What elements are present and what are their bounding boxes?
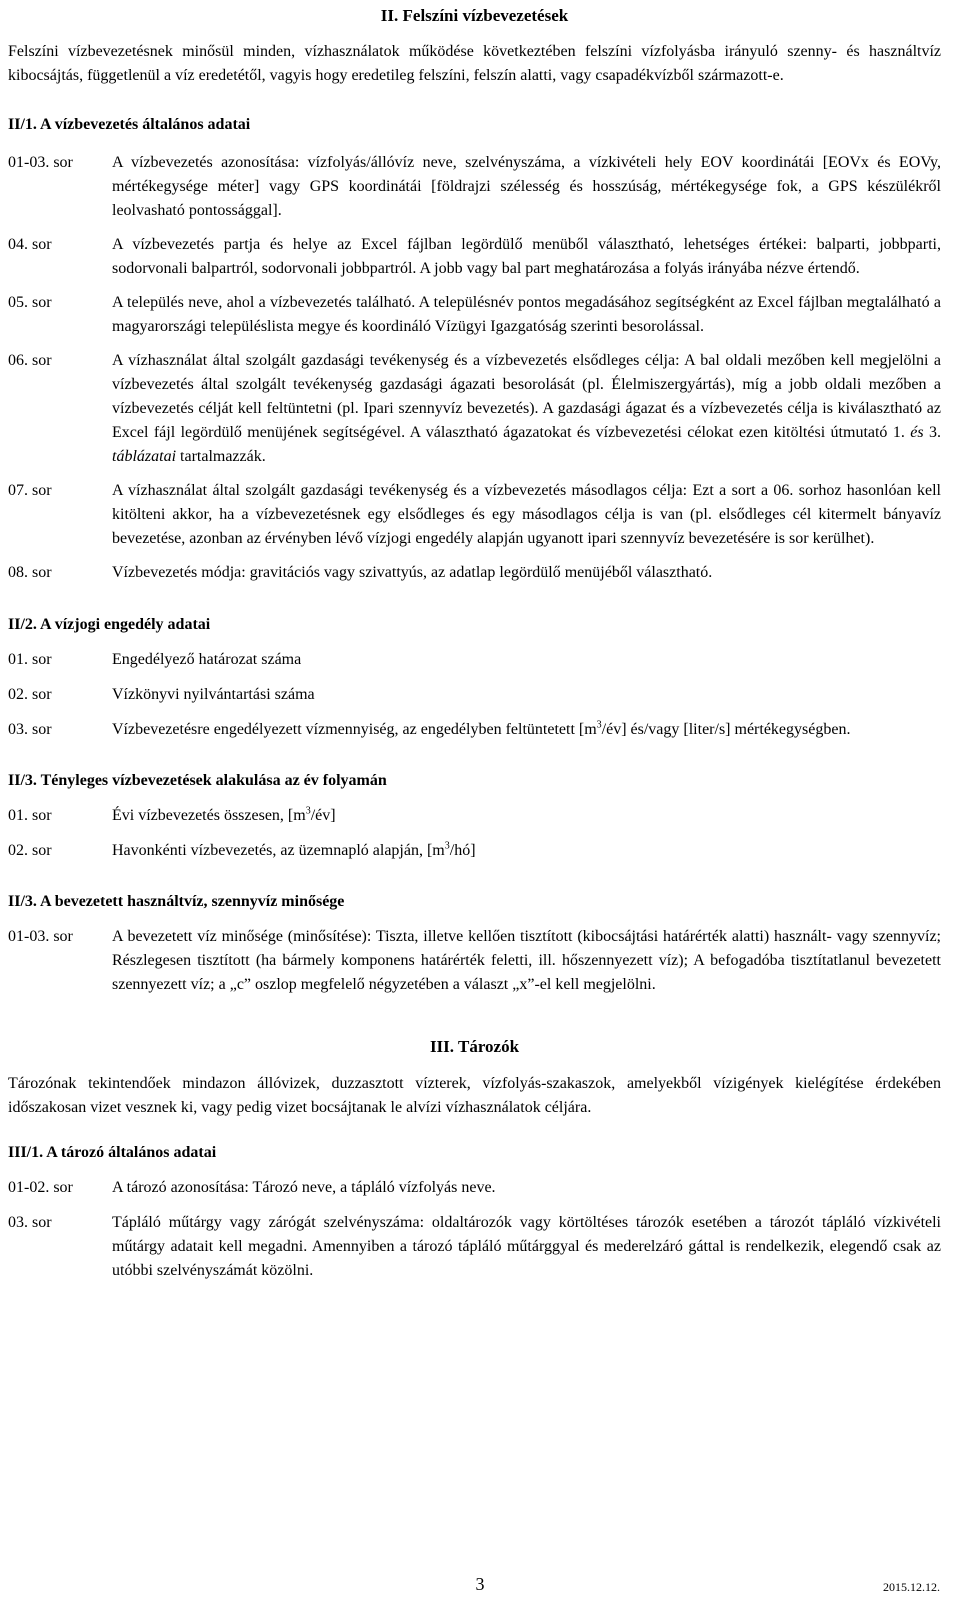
row-06 [8,349,941,469]
row-label: 01. sor [8,807,52,824]
row-iii1-03 [8,1211,941,1283]
intro-paragraph: Felszíni vízbevezetésnek minősül minden, vízhasználatok működése következtében felszíni vízfolyásba irányuló szenny- és használtvíz kibocsájtás, függetlenül a víz eredetétől, vagyis hogy eredetileg felszíni, felszín alatti, vagy csapadékvízből származott-e. [8,43,941,84]
row-label: 07. sor [8,482,52,499]
row-text: Tápláló műtárgy vagy zárógát szelvényszáma: oldaltározók vagy körtöltéses tározók esetében a tározót tápláló vízkivételi műtárgy adatait kell megadni. Amennyiben a tározó tápláló műtárggyal és mederelzáró gáttal is rendelkezik, elegendő csak az utóbbi szelvényszámát közölni. [112,1214,941,1279]
row-ii3-01 [8,804,941,828]
row-text: A vízhasználat által szolgált gazdasági tevékenység és a vízbevezetés elsődleges célja: A bal oldali mezőben kell megjelölni a vízbevezetés által szolgált tevékenység gazdasági ágazati besorolását (pl. Élelmiszergyártás), míg a jobb oldali mezőben a vízbevezetés célját kell feltüntetni (pl. Ipari szennyvíz bevezetés). A gazdasági ágazat és a vízbevezetés célja is kiválasztható az Excel fájl legördülő menüjének segítségével. A választható ágazatokat és vízbevezetési célokat ezen kitöltési útmutató 1. és 3. táblázatai tartalmazzák. [112,352,942,465]
row-label: 06. sor [8,352,52,369]
row-label: 05. sor [8,294,52,311]
tarozok-intro: Tározónak tekintendőek mindazon állóvizek, duzzasztott vízterek, vízfolyás-szakaszok, amelyekből vízigények kielégítése érdekében időszakosan vizet vesznek ki, vagy pedig vizet bocsájtanak le alvízi vízhasználatok céljára. [8,1075,941,1116]
row-label: 01-03. sor [8,154,73,171]
row-text: A település neve, ahol a vízbevezetés található. A településnév pontos megadásához segítségként az Excel fájlban megtalálható a magyarországi településlista megye és koordináló Vízügyi Igazgatóság szerinti besorolással. [112,294,941,335]
heading-ii-3: II/3. Tényleges vízbevezetések alakulása az év folyamán [8,772,387,789]
row-08 [8,561,941,585]
row-label: 01. sor [8,651,52,668]
italic-es: és [910,424,924,441]
row-ii2-01 [8,648,941,672]
row-text: Engedélyező határozat száma [112,651,302,668]
row-label: 02. sor [8,842,52,859]
row-text: A bevezetett víz minősége (minősítése): Tiszta, illetve kellően tisztított (kibocsájtási határérték alatti) használt- vagy szennyvíz; Részlegesen tisztított (ha bármely komponens határérték feletti, ill. hőszennyezett víz); A befogadóba tisztítatlanul bevezetett szennyezett víz; a „c” oszlop megfelelő négyzetében a választ „x”-el kell megjelölni. [112,928,941,993]
section-title-felszini: II. Felszíni vízbevezetések [380,6,569,25]
row-text: A vízbevezetés azonosítása: vízfolyás/állóvíz neve, szelvényszáma, a vízkivételi hely EOV koordinátái [EOVx és EOVy, mértékegysége méter] vagy GPS koordinátái [földrajzi szélesség és hosszúság, mértékegysége fok, a GPS készülékről leolvasható pontossággal]. [112,154,941,219]
row-label: 01-03. sor [8,928,73,945]
row-label: 03. sor [8,721,52,738]
row-label: 03. sor [8,1214,52,1231]
row-text: Havonkénti vízbevezetés, az üzemnapló alapján, $[m^3/hó]$ [112,840,476,859]
row-04 [8,233,941,281]
row-text: A vízhasználat által szolgált gazdasági tevékenység és a vízbevezetés másodlagos célja: Ezt a sort a 06. sorhoz hasonlóan kell kitölteni akkor, ha a vízbevezetésnek egy elsődleges és egy másodlagos célja is van (pl. elsődleges cél kitermelt bányavíz bevezetése, azonban az érvényben lévő vízjogi engedély alapján ugyanott ipari szennyvíz bevezetésére is sor kerülhet). [112,482,941,547]
row-ii2-03 [8,718,941,742]
row-text: A tározó azonosítása: Tározó neve, a tápláló vízfolyás neve. [112,1179,496,1196]
document-page [8,0,941,1283]
row-05 [8,291,941,339]
row-text: Vízbevezetés módja: gravitációs vagy szivattyús, az adatlap legördülő menüjéből választható. [112,564,713,581]
footer-date: 2015.12.12. [883,1580,940,1594]
row-text: A vízbevezetés partja és helye az Excel fájlban legördülő menüből választható, lehetséges értékei: balparti, jobbparti, sodorvonali balpartról, sodorvonali jobbpartról. A jobb vagy bal part meghatározása a folyás irányába nézve értendő. [112,236,941,277]
row-01-03 [8,151,941,223]
row-label: 02. sor [8,686,52,703]
row-label: 08. sor [8,564,52,581]
row-07 [8,479,941,551]
heading-ii-1: II/1. A vízbevezetés általános adatai [8,116,251,133]
italic-tablazatai: táblázatai [112,448,177,465]
row-ii3-02 [8,839,941,863]
row-text: Vízbevezetésre engedélyezett vízmennyiség, az engedélyben feltüntetett $[m^3/év]$ és/vagy [liter/s] mértékegységben. [112,719,851,738]
section-title-tarozok: III. Tározók [429,1037,520,1056]
row-label: 04. sor [8,236,52,253]
row-ii2-02 [8,683,941,707]
page-number: 3 [475,1574,485,1594]
row-text: Vízkönyvi nyilvántartási száma [112,686,315,703]
row-quality-01-03 [8,925,941,997]
row-text: Évi vízbevezetés összesen, $[m^3/év]$ [112,805,336,824]
row-iii1-01-02 [8,1176,941,1200]
heading-ii-3-quality: II/3. A bevezetett használtvíz, szennyvíz minősége [8,893,345,910]
heading-iii-1: III/1. A tározó általános adatai [8,1144,217,1161]
heading-ii-2: II/2. A vízjogi engedély adatai [8,616,211,633]
row-label: 01-02. sor [8,1179,73,1196]
